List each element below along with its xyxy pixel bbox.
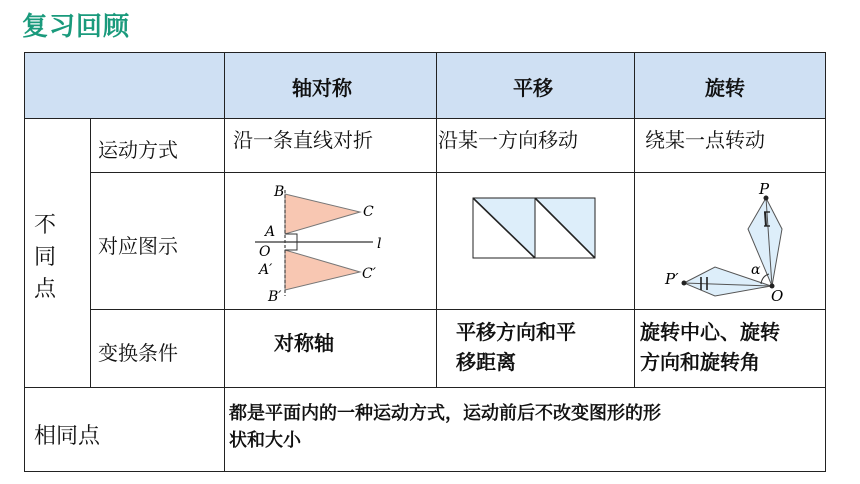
- row-label-same: 相同点: [34, 424, 101, 449]
- group-label-diff-2: 同: [34, 245, 57, 270]
- cell-motion-symmetry: 沿一条直线对折: [233, 128, 373, 152]
- header-rotation: 旋转: [705, 76, 745, 100]
- label-A: A: [265, 224, 276, 240]
- cell-same-line-1: 都是平面内的一种运动方式，运动前后不改变图形的形: [229, 403, 661, 424]
- cell-conditions-rotation-1: 旋转中心、旋转: [640, 320, 780, 344]
- label-A-prime: A′: [259, 262, 273, 278]
- label-alpha: α: [751, 262, 761, 278]
- label-C: C: [363, 204, 374, 220]
- cell-motion-rotation: 绕某一点转动: [645, 128, 765, 152]
- label-P-prime: P′: [665, 270, 679, 288]
- label-C-prime: C′: [362, 266, 376, 282]
- cell-conditions-rotation-2: 方向和旋转角: [640, 350, 760, 374]
- label-l: l: [377, 236, 382, 252]
- label-O: O: [259, 244, 271, 260]
- page-title: 复习回顾: [22, 12, 131, 42]
- group-label-diff-1: 不: [34, 213, 57, 238]
- cell-same-line-2: 状和大小: [229, 430, 301, 451]
- label-P: P: [759, 180, 770, 198]
- rotation-diagram: [635, 174, 825, 308]
- row-label-figure: 对应图示: [98, 234, 178, 258]
- cell-conditions-translation-2: 移距离: [456, 350, 516, 374]
- translation-diagram: [437, 174, 634, 308]
- cell-conditions-symmetry: 对称轴: [274, 331, 334, 355]
- label-B: B: [274, 184, 285, 200]
- row-label-motion: 运动方式: [98, 138, 178, 162]
- group-label-diff-3: 点: [34, 277, 57, 302]
- row-label-conditions: 变换条件: [98, 341, 178, 365]
- label-O-rot: O: [771, 287, 784, 305]
- header-translation: 平移: [513, 76, 553, 100]
- label-B-prime: B′: [268, 289, 282, 305]
- cell-motion-translation: 沿某一方向移动: [438, 128, 578, 152]
- cell-conditions-translation-1: 平移方向和平: [456, 320, 576, 344]
- axis-symmetry-diagram: [225, 174, 435, 308]
- header-axis-symmetry: 轴对称: [292, 76, 352, 100]
